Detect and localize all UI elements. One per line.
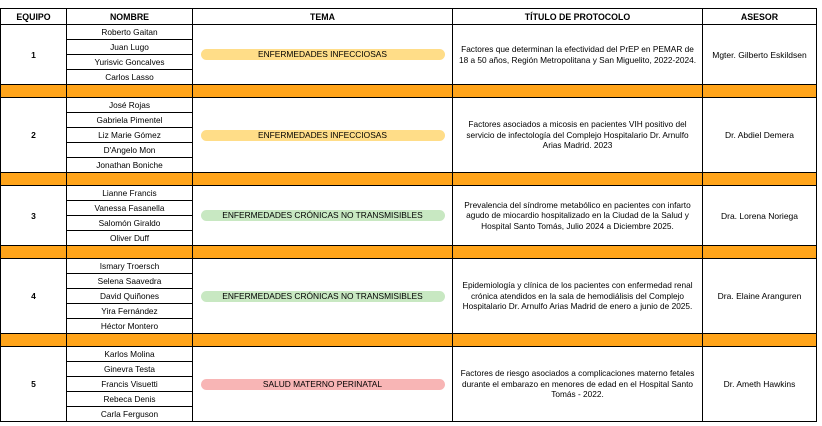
member-name: José Rojas (67, 98, 193, 113)
separator-cell (1, 334, 67, 347)
separator-cell (193, 334, 453, 347)
member-name: Selena Saavedra (67, 274, 193, 289)
separator-cell (453, 334, 703, 347)
header-name: NOMBRE (67, 9, 193, 25)
header-advisor: ASESOR (703, 9, 817, 25)
member-name: Karlos Molina (67, 347, 193, 362)
separator-cell (67, 85, 193, 98)
table-row (1, 347, 817, 362)
member-name: Francis Visuetti (67, 377, 193, 392)
member-name: Carla Ferguson (67, 407, 193, 422)
separator-cell (193, 85, 453, 98)
topic-tag: ENFERMEDADES CRÓNICAS NO TRANSMISIBLES (201, 210, 445, 221)
member-name: Liz Marie Gómez (67, 128, 193, 143)
topic-cell (193, 259, 453, 334)
table-row (1, 25, 817, 40)
group-separator (1, 334, 817, 347)
separator-cell (703, 246, 817, 259)
topic-tag: SALUD MATERNO PERINATAL (201, 379, 445, 390)
member-name: Lianne Francis (67, 186, 193, 201)
header-protocol: TÍTULO DE PROTOCOLO (453, 9, 703, 25)
header-team: EQUIPO (1, 9, 67, 25)
separator-cell (453, 85, 703, 98)
table-row (1, 186, 817, 201)
separator-cell (67, 173, 193, 186)
header-row (1, 9, 817, 25)
group-separator (1, 85, 817, 98)
topic-cell (193, 25, 453, 85)
advisor-name: Dr. Abdiel Demera (703, 98, 817, 173)
table-row (1, 98, 817, 113)
member-name: Vanessa Fasanella (67, 201, 193, 216)
member-name: David Quiñones (67, 289, 193, 304)
separator-cell (453, 173, 703, 186)
member-name: Gabriela Pimentel (67, 113, 193, 128)
separator-cell (1, 246, 67, 259)
member-name: Ismary Troersch (67, 259, 193, 274)
member-name: D'Angelo Mon (67, 143, 193, 158)
member-name: Salomón Giraldo (67, 216, 193, 231)
advisor-name: Dra. Lorena Noriega (703, 186, 817, 246)
separator-cell (1, 85, 67, 98)
team-number: 5 (1, 347, 67, 422)
separator-cell (193, 246, 453, 259)
member-name: Héctor Montero (67, 319, 193, 334)
topic-tag: ENFERMEDADES INFECCIOSAS (201, 130, 445, 141)
topic-tag: ENFERMEDADES CRÓNICAS NO TRANSMISIBLES (201, 291, 445, 302)
protocol-title: Epidemiología y clínica de los pacientes con enfermedad renal crónica atendidos en la sala de hemodiálisis del Complejo Hospitalario Dr. Arnulfo Arias Madrid de enero a junio de 2025. (453, 259, 703, 334)
team-number: 3 (1, 186, 67, 246)
protocol-title: Factores asociados a micosis en pacientes VIH positivo del servicio de infectología del Complejo Hospitalario Dr. Arnulfo Arias Madrid. 2023 (453, 98, 703, 173)
separator-cell (67, 246, 193, 259)
team-number: 2 (1, 98, 67, 173)
separator-cell (703, 85, 817, 98)
teams-table (0, 8, 817, 422)
member-name: Juan Lugo (67, 40, 193, 55)
group-separator (1, 173, 817, 186)
header-topic: TEMA (193, 9, 453, 25)
member-name: Rebeca Denis (67, 392, 193, 407)
protocol-title: Factores que determinan la efectividad del PrEP en PEMAR de 18 a 50 años, Región Metropolitana y San Miguelito, 2022-2024. (453, 25, 703, 85)
advisor-name: Dra. Elaine Aranguren (703, 259, 817, 334)
member-name: Ginevra Testa (67, 362, 193, 377)
separator-cell (703, 334, 817, 347)
protocol-title: Prevalencia del síndrome metabólico en pacientes con infarto agudo de miocardio hospitalizado en la Ciudad de la Salud y Hospital Santo Tomás, Julio 2024 a Diciembre 2025. (453, 186, 703, 246)
separator-cell (453, 246, 703, 259)
advisor-name: Mgter. Gilberto Eskildsen (703, 25, 817, 85)
group-separator (1, 246, 817, 259)
member-name: Carlos Lasso (67, 70, 193, 85)
member-name: Yurisvic Goncalves (67, 55, 193, 70)
separator-cell (67, 334, 193, 347)
separator-cell (703, 173, 817, 186)
topic-tag: ENFERMEDADES INFECCIOSAS (201, 49, 445, 60)
advisor-name: Dr. Ameth Hawkins (703, 347, 817, 422)
member-name: Oliver Duff (67, 231, 193, 246)
separator-cell (193, 173, 453, 186)
table-row (1, 259, 817, 274)
member-name: Roberto Gaitan (67, 25, 193, 40)
topic-cell (193, 98, 453, 173)
member-name: Jonathan Boniche (67, 158, 193, 173)
separator-cell (1, 173, 67, 186)
topic-cell (193, 186, 453, 246)
team-number: 1 (1, 25, 67, 85)
topic-cell (193, 347, 453, 422)
teams-body (1, 25, 817, 422)
protocol-title: Factores de riesgo asociados a complicaciones materno fetales durante el embarazo en menores de edad en el Hospital Santo Tomás - 2022. (453, 347, 703, 422)
team-number: 4 (1, 259, 67, 334)
member-name: Yira Fernández (67, 304, 193, 319)
